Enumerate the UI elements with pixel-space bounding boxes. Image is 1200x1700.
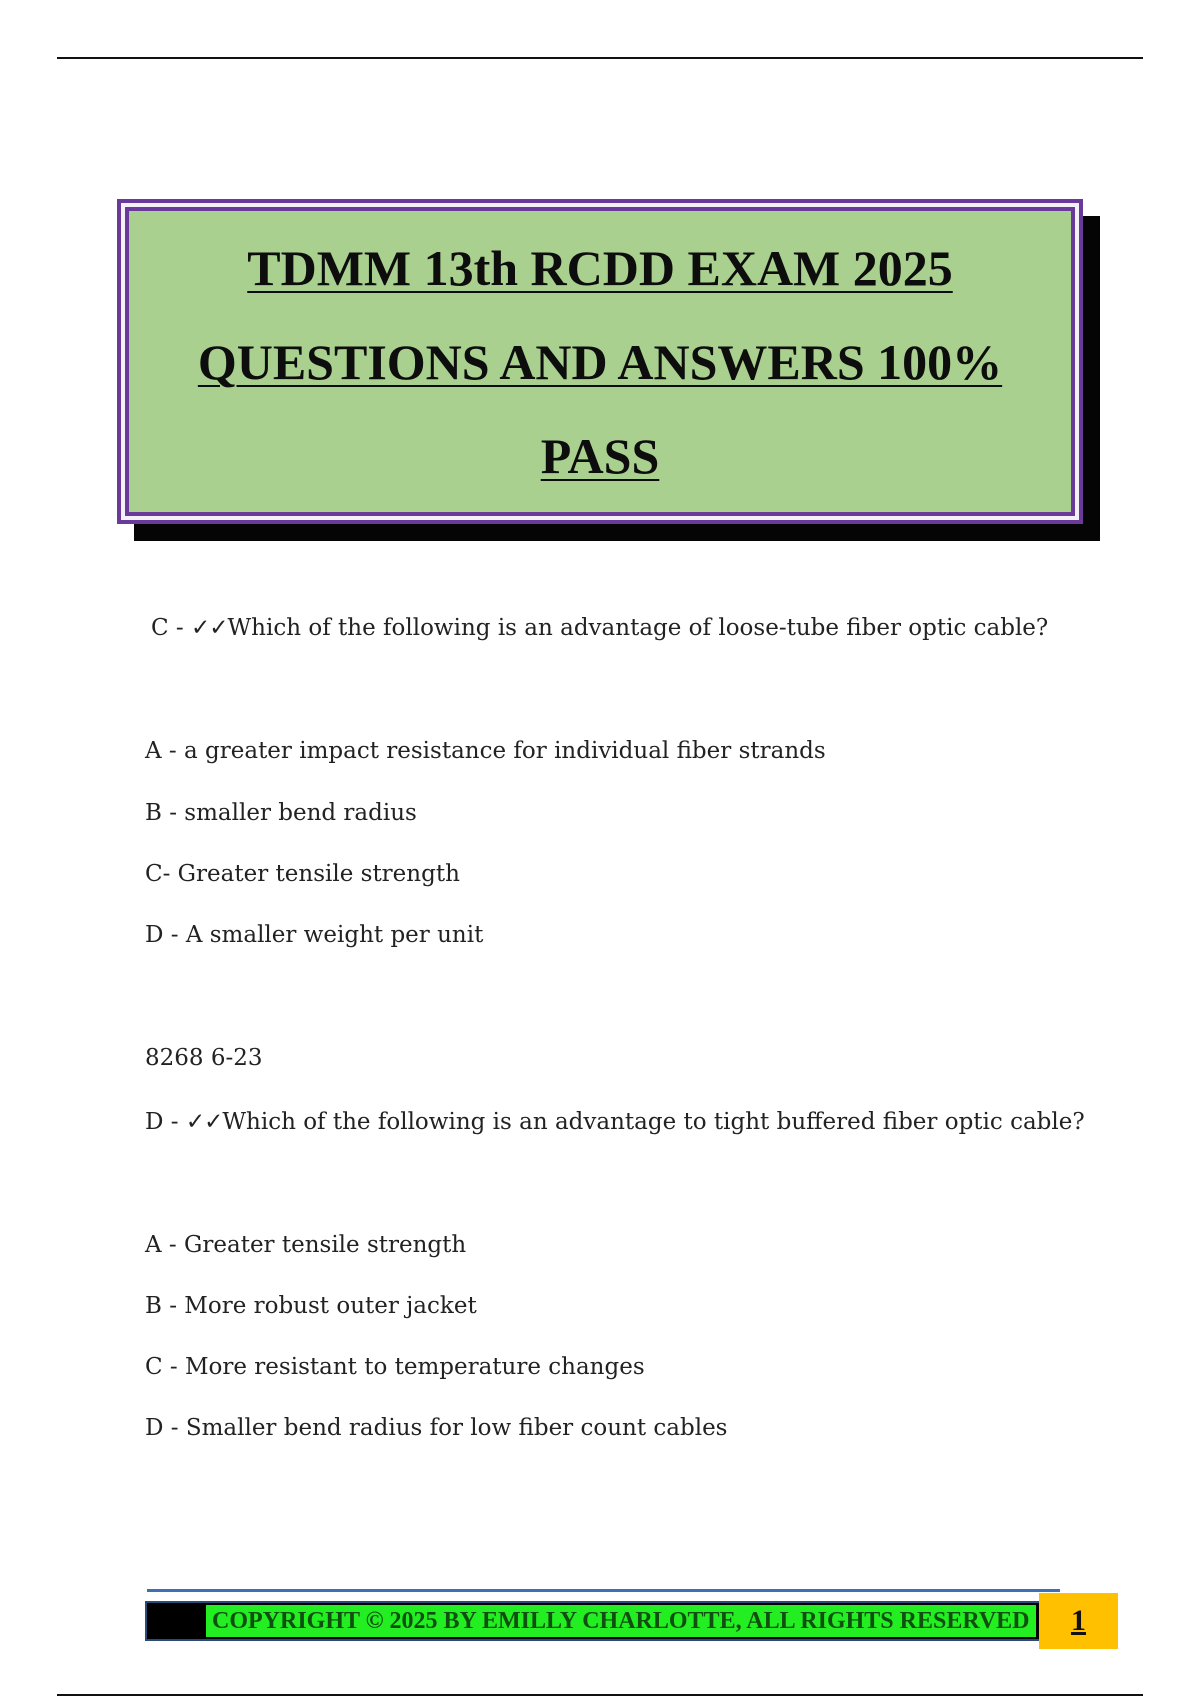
- answer-key: C -: [151, 615, 191, 641]
- answer-key: D -: [145, 1109, 186, 1135]
- option-d: D - Smaller bend radius for low fiber count cables: [145, 1415, 728, 1441]
- option-c: C- Greater tensile strength: [145, 861, 460, 887]
- reference: 8268 6-23: [145, 1045, 263, 1071]
- footer-rule: [147, 1589, 1060, 1592]
- copyright-notice: COPYRIGHT © 2025 BY EMILLY CHARLOTTE, ALL RIGHTS RESERVED: [206, 1605, 1036, 1637]
- checkmark-icon: ✓✓: [185, 1109, 223, 1135]
- page-number: 1: [1039, 1593, 1118, 1649]
- option-d: D - A smaller weight per unit: [145, 922, 484, 948]
- option-a: A - Greater tensile strength: [145, 1232, 467, 1258]
- question-text: Which of the following is an advantage to tight buffered fiber optic cable?: [222, 1109, 1085, 1135]
- question-text: Which of the following is an advantage of loose-tube fiber optic cable?: [227, 615, 1049, 641]
- title-line-1: TDMM 13th RCDD EXAM 2025: [247, 239, 953, 296]
- checkmark-icon: ✓✓: [191, 615, 228, 641]
- question-2: [145, 1109, 1085, 1135]
- bottom-rule: [57, 1694, 1143, 1696]
- option-b: B - More robust outer jacket: [145, 1293, 477, 1319]
- option-a: A - a greater impact resistance for individual fiber strands: [145, 738, 826, 764]
- top-rule: [57, 57, 1143, 59]
- title-line-3: PASS: [540, 427, 660, 484]
- title-box: [117, 199, 1083, 524]
- title-banner: [117, 199, 1083, 524]
- title-line-2: QUESTIONS AND ANSWERS 100%: [197, 333, 1003, 390]
- option-c: C - More resistant to temperature changes: [145, 1354, 645, 1380]
- question-1: [151, 615, 1048, 641]
- option-b: B - smaller bend radius: [145, 800, 417, 826]
